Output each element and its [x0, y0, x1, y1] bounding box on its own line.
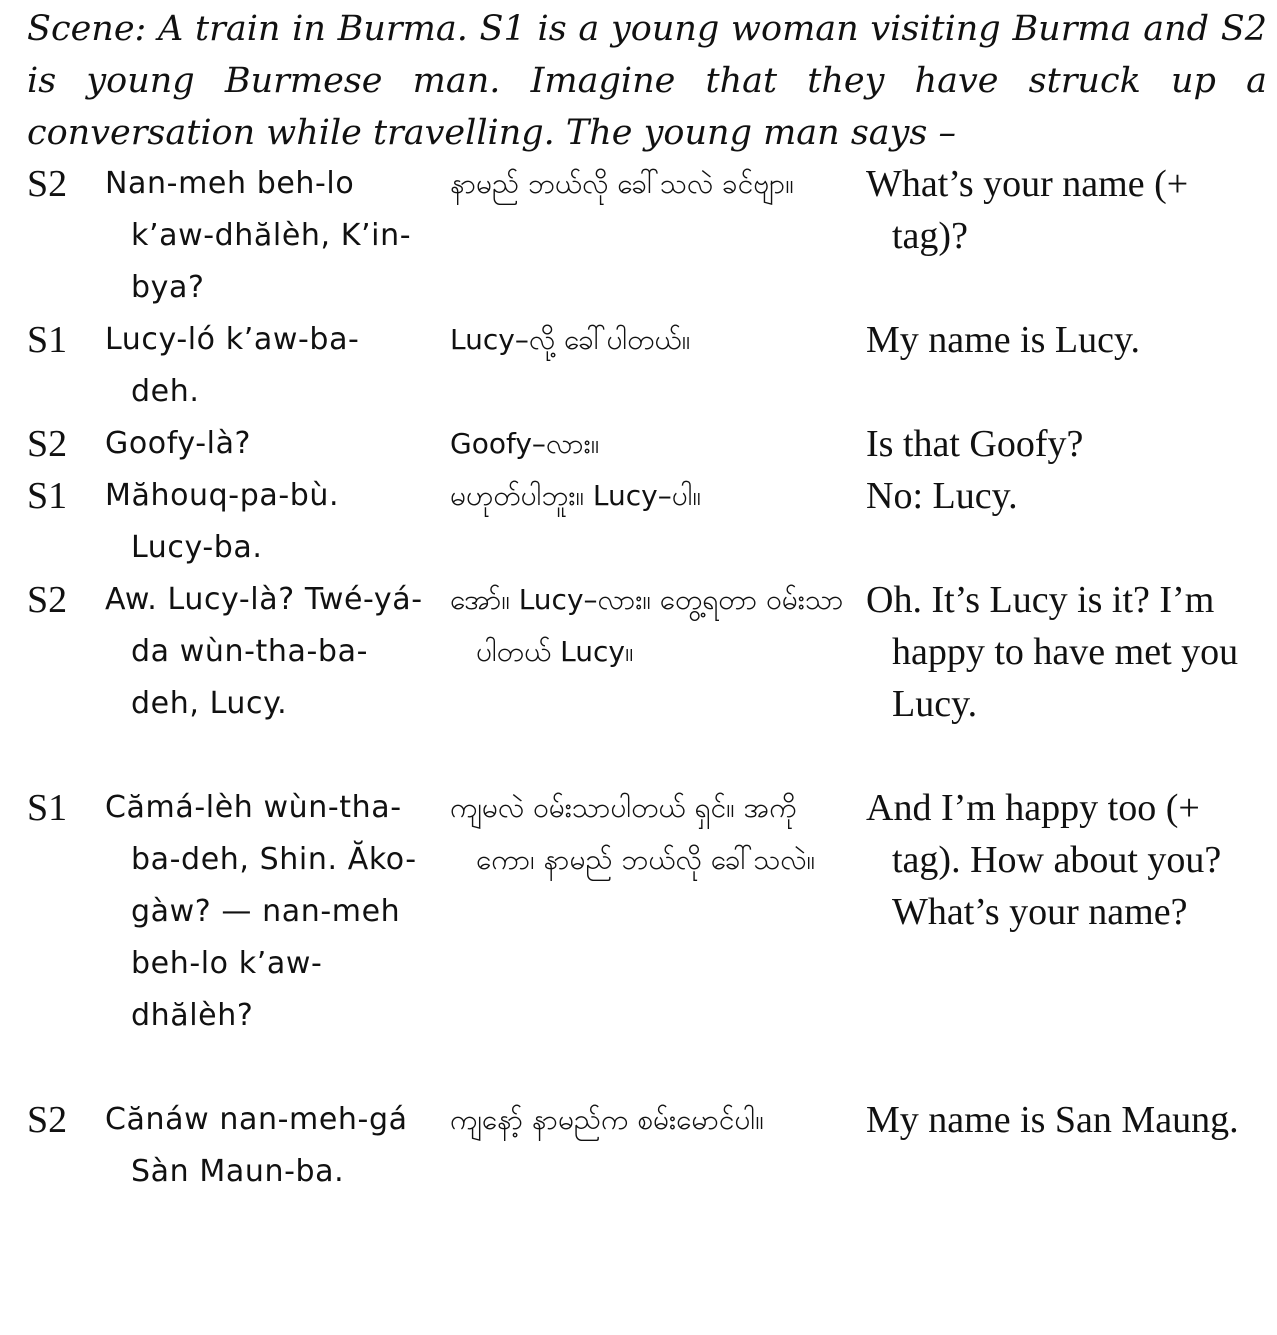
english-translation	[866, 782, 1266, 938]
romanization-text: Nan-meh beh-lo k’aw-dhălèh, K’in-bya?	[105, 166, 412, 305]
english-text: My name is San Maung.	[866, 1099, 1239, 1141]
dialogue-table	[0, 158, 1277, 1250]
romanization	[105, 314, 425, 418]
english-translation	[866, 1094, 1266, 1146]
dialogue-row	[0, 314, 1277, 418]
english-translation	[866, 314, 1266, 366]
romanization-text: Aw. Lucy-là? Twé-yá-da wùn-tha-ba-deh, Lucy.	[105, 582, 423, 721]
burmese-text: အော်။ Lucy–လား။ တွေ့ရတာ ဝမ်းသာပါတယ် Lucy။	[450, 583, 844, 668]
burmese-script	[450, 158, 845, 210]
burmese-text: Lucy–လို့ ခေါ်ပါတယ်။	[450, 323, 691, 356]
english-text: And I’m happy too (+ tag). How about you? What’s your name?	[866, 787, 1222, 933]
romanization-text: Măhouq-pa-bù. Lucy-ba.	[105, 478, 340, 565]
english-translation	[866, 158, 1266, 262]
english-translation	[866, 574, 1266, 730]
romanization	[105, 574, 425, 730]
burmese-script	[450, 470, 845, 522]
dialogue-row	[0, 470, 1277, 574]
dialogue-row	[0, 1094, 1277, 1250]
romanization	[105, 470, 425, 574]
burmese-text: ကျမလဲ ဝမ်းသာပါတယ် ရှင်။ အကိုကော၊ နာမည် ဘယ်လို ခေါ်သလဲ။	[450, 791, 815, 876]
burmese-text: Goofy–လား။	[450, 427, 600, 460]
romanization	[105, 418, 425, 470]
english-text: Oh. It’s Lucy is it? I’m happy to have met you Lucy.	[866, 579, 1239, 725]
english-translation	[866, 470, 1266, 522]
burmese-script	[450, 574, 845, 678]
romanization-text: Goofy-là?	[105, 426, 252, 461]
speaker-label: S2	[27, 423, 68, 465]
english-translation	[866, 418, 1266, 470]
english-text: Is that Goofy?	[866, 423, 1084, 465]
english-text: No: Lucy.	[866, 475, 1018, 517]
burmese-script	[450, 1094, 845, 1146]
romanization	[105, 158, 425, 314]
scene-description: Scene: A train in Burma. S1 is a young woman visiting Burma and S2 is young Burmese man. Imagine that they have struck up a conversation while travelling. The young man says –	[27, 9, 1267, 153]
english-text: My name is Lucy.	[866, 319, 1141, 361]
speaker-label: S2	[27, 1099, 68, 1141]
romanization-text: Cămá-lèh wùn-tha-ba-deh, Shin. Ăko-gàw? — nan-meh beh-lo k’aw-dhălèh?	[105, 790, 417, 1033]
dialogue-row	[0, 418, 1277, 470]
burmese-script	[450, 314, 845, 366]
speaker-label: S1	[27, 319, 68, 361]
burmese-text: နာမည် ဘယ်လို ခေါ်သလဲ ခင်ဗျာ။	[450, 167, 794, 200]
burmese-script	[450, 418, 845, 470]
romanization-text: Cănáw nan-meh-gá Sàn Maun-ba.	[105, 1102, 408, 1189]
romanization	[105, 1094, 425, 1198]
english-text: What’s your name (+ tag)?	[866, 163, 1189, 257]
dialogue-row	[0, 574, 1277, 782]
speaker-label: S2	[27, 163, 68, 205]
romanization-text: Lucy-ló k’aw-ba-deh.	[105, 322, 360, 409]
speaker-label: S1	[27, 475, 68, 517]
speaker-label: S2	[27, 579, 68, 621]
romanization	[105, 782, 425, 1042]
dialogue-row	[0, 158, 1277, 314]
burmese-text: မဟုတ်ပါဘူး။ Lucy–ပါ။	[450, 479, 702, 512]
dialogue-row	[0, 782, 1277, 1094]
burmese-script	[450, 782, 845, 886]
burmese-text: ကျနော့် နာမည်က စမ်းမောင်ပါ။	[450, 1103, 764, 1136]
speaker-label: S1	[27, 787, 68, 829]
